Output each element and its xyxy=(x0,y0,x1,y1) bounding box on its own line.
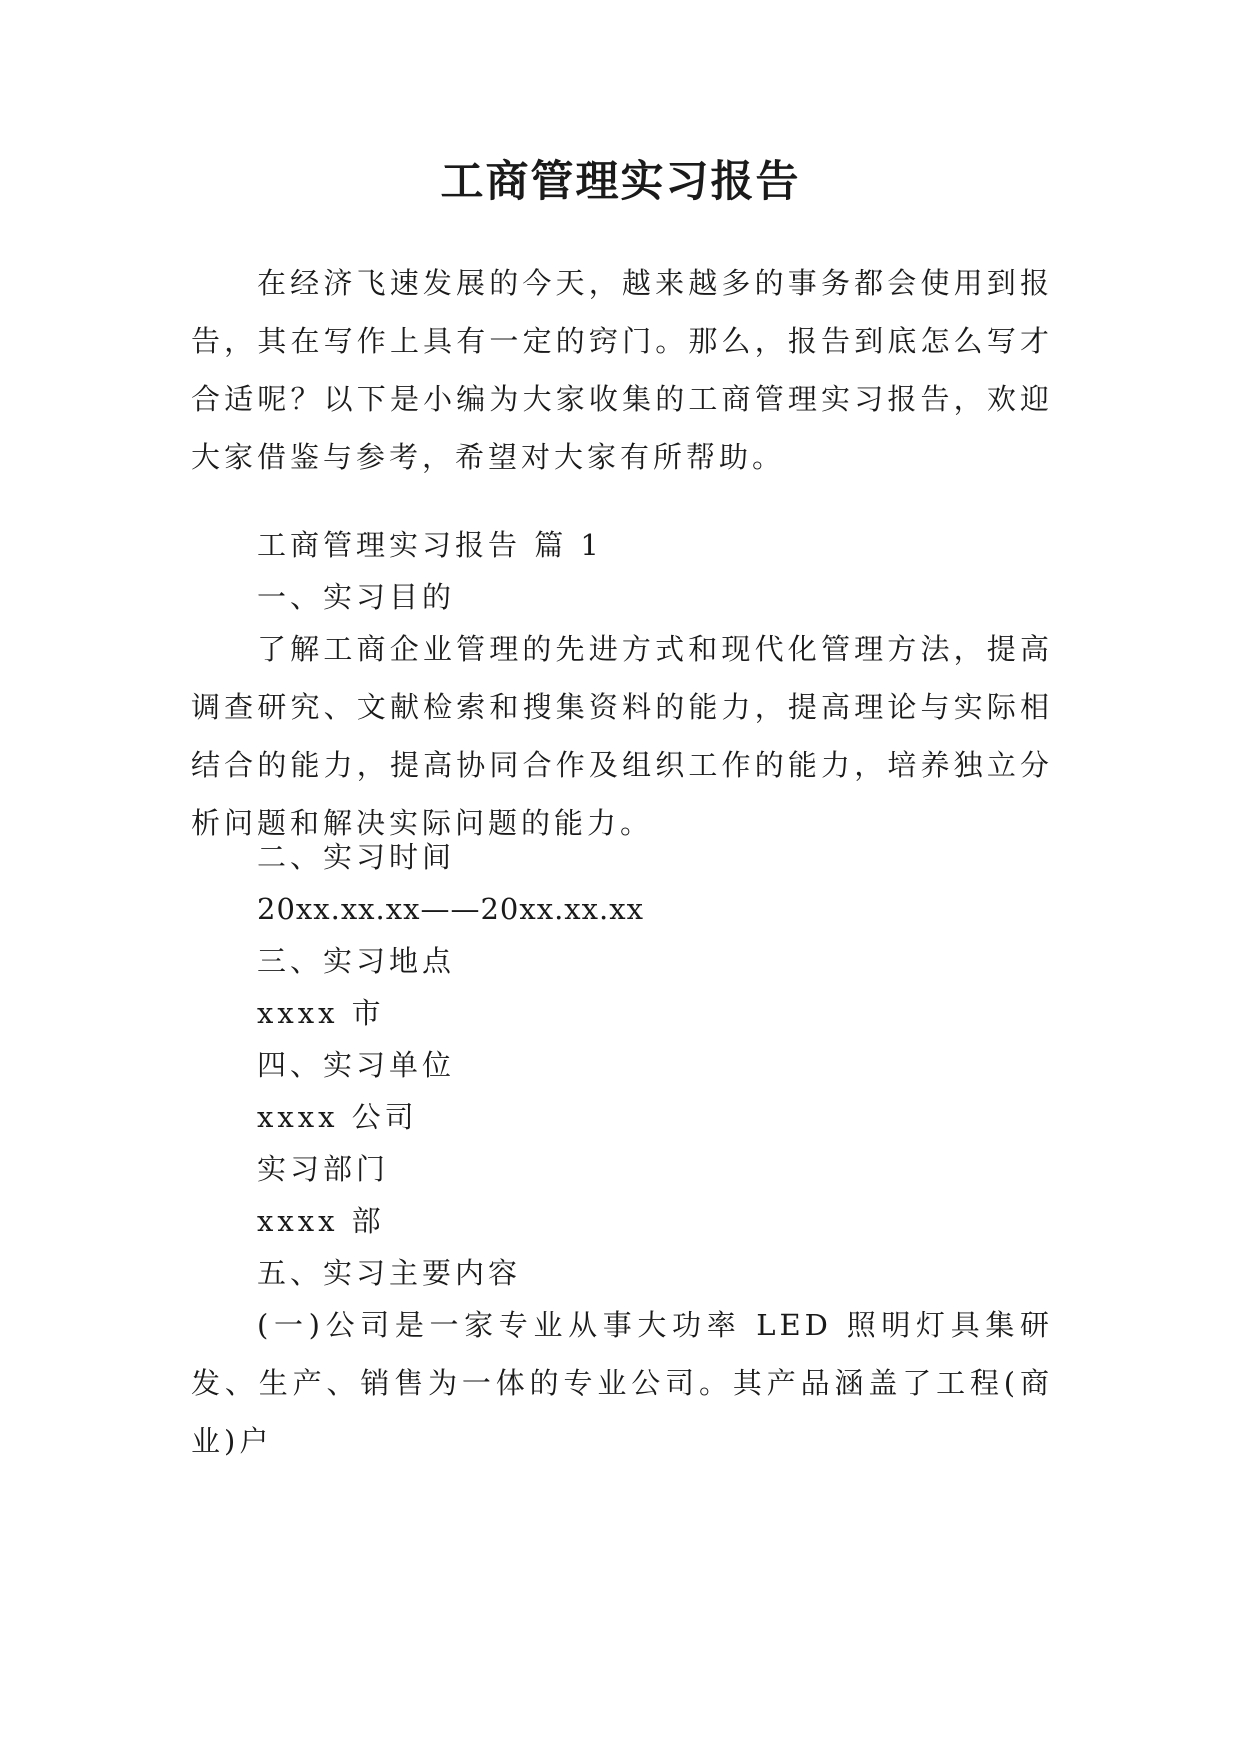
content-heading: 五、实习主要内容 xyxy=(257,1256,522,1290)
department-label: 实习部门 xyxy=(257,1152,390,1186)
department-value: xxxx 部 xyxy=(257,1204,385,1238)
unit-value: xxxx 公司 xyxy=(257,1100,418,1134)
unit-heading: 四、实习单位 xyxy=(257,1048,456,1082)
place-heading: 三、实习地点 xyxy=(257,944,456,978)
intro-paragraph: 在经济飞速发展的今天，越来越多的事务都会使用到报告，其在写作上具有一定的窍门。那么，报告到底怎么写才合适呢？以下是小编为大家收集的工商管理实习报告，欢迎大家借鉴与参考，希望对大家有所帮助。 xyxy=(191,266,1053,474)
purpose-heading: 一、实习目的 xyxy=(257,580,456,614)
time-heading: 二、实习时间 xyxy=(257,840,456,874)
section-title: 工商管理实习报告 篇 1 xyxy=(257,528,603,562)
document-title: 工商管理实习报告 xyxy=(440,157,801,207)
purpose-paragraph: 了解工商企业管理的先进方式和现代化管理方法，提高调查研究、文献检索和搜集资料的能力，提高理论与实际相结合的能力，提高协同合作及组织工作的能力，培养独立分析问题和解决实际问题的能力。 xyxy=(191,632,1053,840)
content-paragraph: (一)公司是一家专业从事大功率 LED 照明灯具集研发、生产、销售为一体的专业公司。其产品涵盖了工程(商业)户 xyxy=(191,1308,1053,1458)
place-value: xxxx 市 xyxy=(257,996,385,1030)
time-value: 20xx.xx.xx——20xx.xx.xx xyxy=(257,892,644,926)
